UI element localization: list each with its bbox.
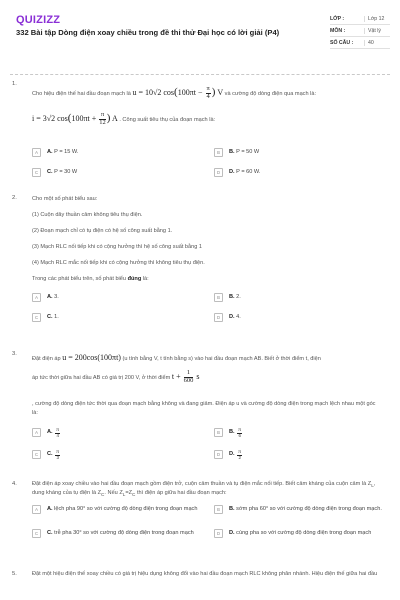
option-c[interactable]: C C. $\frac{\pi}{3}$ [32,450,61,460]
question-4 [10,480,390,564]
option-b[interactable]: B B. P = 50 W [214,148,259,157]
question-number: 2. [12,195,17,201]
question-intro: Cho một số phát biểu sau: [32,196,98,202]
option-c[interactable]: C C. 1. [32,313,59,322]
option-d[interactable]: D D. $\frac{\pi}{2}$ [214,450,243,460]
time-formula: t + $\frac{1}{600}$ s [171,369,200,384]
option-letter: B [214,148,223,157]
option-letter: A [32,293,41,302]
quizizz-logo: QUIZIZZ [16,14,61,26]
option-d[interactable]: D D. 4. [214,313,241,322]
question-text: áp tức thời giữa hai đầu AB có giá trị 200 V, ở thời điểm [32,374,171,381]
question-text: và cường độ dòng điện qua mạch là: [224,91,317,97]
question-text: , cường độ dòng điện tức thời qua đoạn mạch bằng không và đang giảm. Điện áp u và cường độ dòng điện trong mạch lệch nhau một góc là: [32,401,376,416]
question-text: Đặt điện áp xoay chiều vào hai đầu đoạn mạch gồm điện trở, cuộn cảm thuần và tụ điện mắc nối tiếp. Biết cảm kháng của cuộn cảm là $Z_L$, dung kháng của tụ điện là $Z_C$. Nếu $Z_L=Z_C$ thì điện áp giữa hai đầu đoạn mạch: [32,481,376,498]
header-divider [10,74,390,75]
meta-label: SỐ CÂU : [330,39,354,46]
meta-value: Lớp 12 [364,16,390,22]
option-letter: B [214,505,223,514]
option-a[interactable]: A A. $\frac{\pi}{4}$ [32,428,61,438]
option-letter: C [32,529,41,538]
option-a[interactable]: A A. lệch pha 90° so với cường độ dòng điện trong đoạn mạch [32,505,202,514]
document-title: 332 Bài tập Dòng điện xoay chiều trong đề thi thử Đại học có lời giải (P4) [16,28,280,37]
option-letter: D [214,529,223,538]
voltage-formula: u = 200cos(100πt) [62,353,121,362]
option-letter: C [32,450,41,459]
question-number: 1. [12,81,17,87]
question-text: Đặt một hiệu điện thế xoay chiều có giá trị hiệu dụng không đổi vào hai đầu đoạn mạch RLC không phân nhánh. Hiệu điện thế giữa hai đầu [32,571,378,577]
option-b[interactable]: B B. $\frac{\pi}{6}$ [214,428,243,438]
meta-label: LỚP : [330,15,345,22]
option-letter: B [214,428,223,437]
meta-row-subject [330,25,390,37]
option-letter: D [214,168,223,177]
statement-1: (1) Cuộn dây thuần cảm không tiêu thụ điện. [32,212,143,218]
current-formula: i = 3√2 cos(100πt + $\frac{\pi}{12}$ ) A [32,111,118,126]
question-text: (u tính bằng V, t tính bằng s) vào hai đầu đoạn mạch AB. Biết ở thời điểm t, điện [122,356,321,362]
statement-4: (4) Mạch RLC mắc nối tiếp khi có cộng hưởng thì không tiêu thụ điện. [32,260,205,266]
question-number: 3. [12,351,17,357]
question-ask: Trong các phát biểu trên, số phát biểu đúng là: [32,276,149,282]
meta-label: MÔN : [330,27,346,34]
option-a[interactable]: A A. P = 15 W. [32,148,78,157]
page-header [0,0,400,64]
option-letter: C [32,313,41,322]
meta-row-count [330,37,390,49]
meta-value: Vật lý [364,28,390,34]
option-letter: A [32,505,41,514]
question-2 [10,194,390,344]
option-c[interactable]: C C. P = 30 W [32,168,77,177]
option-b[interactable]: B B. 2. [214,293,241,302]
question-text: . Công suất tiêu thụ của đoạn mạch là: [119,117,216,123]
question-5 [10,570,390,598]
option-letter: D [214,450,223,459]
option-c[interactable]: C C. trễ pha 30° so với cường độ dòng điện trong đoạn mạch [32,529,202,538]
option-a[interactable]: A A. 3. [32,293,59,302]
voltage-formula: u = 10√2 cos(100πt − $\frac{\pi}{4}$ ) V [132,85,224,100]
question-1 [10,80,390,190]
question-3 [10,350,390,474]
option-letter: D [214,313,223,322]
meta-row-class [330,13,390,25]
question-number: 4. [12,481,17,487]
option-b[interactable]: B B. sớm pha 60° so với cường độ dòng điện trong đoạn mạch. [214,505,384,514]
statement-2: (2) Đoạn mạch chỉ có tụ điện có hệ số công suất bằng 1. [32,228,173,234]
statement-3: (3) Mạch RLC nối tiếp khi có cộng hưởng thì hệ số công suất bằng 1 [32,244,203,250]
question-text: Cho hiệu điện thế hai đầu đoạn mạch là [32,91,131,97]
question-number: 5. [12,571,17,577]
option-letter: A [32,148,41,157]
option-letter: B [214,293,223,302]
meta-value: 40 [364,40,390,46]
meta-table [330,13,390,49]
option-d[interactable]: D D. cùng pha so với cường độ dòng điện trong đoạn mạch [214,529,384,538]
option-letter: C [32,168,41,177]
option-letter: A [32,428,41,437]
option-d[interactable]: D D. P = 60 W. [214,168,260,177]
question-text: Đặt điện áp [32,356,61,362]
